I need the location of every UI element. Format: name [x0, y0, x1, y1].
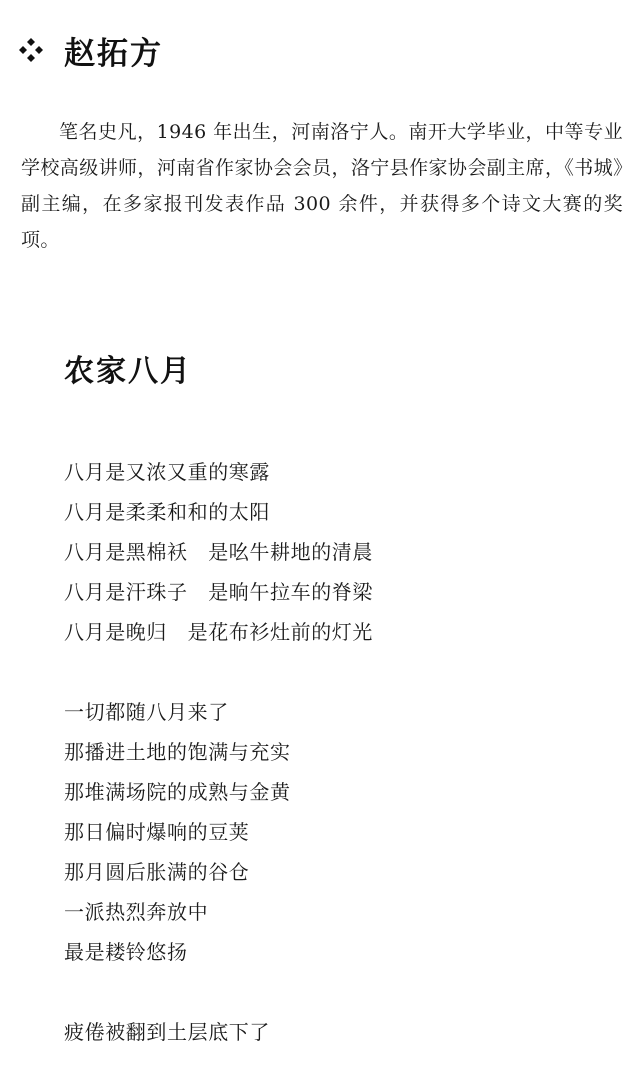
poem-line: 那日偏时爆响的豆荚 [64, 820, 250, 844]
poem-line: 那堆满场院的成熟与金黄 [64, 780, 291, 804]
poem-line: 最是耧铃悠扬 [64, 940, 188, 964]
poem-line: 一切都随八月来了 [64, 700, 229, 724]
poem-stanza-2 [64, 692, 373, 972]
author-bio: 笔名史凡，1946 年出生，河南洛宁人。南开大学毕业，中等专业学校高级讲师，河南省作家协会会员，洛宁县作家协会副主席，《书城》副主编，在多家报刊发表作品 300 余件，并获得多个诗文大赛的奖项。 [21, 121, 623, 251]
poem-stanza-3 [64, 1012, 373, 1052]
poem-line: 一派热烈奔放中 [64, 900, 209, 924]
poem-title: 农家八月 [64, 354, 192, 389]
poem-stanza-1 [64, 452, 373, 652]
four-diamond-bullet-icon [18, 37, 44, 63]
author-name: 赵拓方 [64, 35, 163, 72]
poem-line: 八月是晚归 是花布衫灶前的灯光 [64, 620, 373, 644]
author-header [18, 28, 163, 72]
poem-line: 那播进土地的饱满与充实 [64, 740, 291, 764]
poem-line: 八月是黑棉袄 是吆牛耕地的清晨 [64, 540, 373, 564]
poem-body [64, 452, 373, 1092]
poem-line: 那月圆后胀满的谷仓 [64, 860, 250, 884]
poem-line: 八月是汗珠子 是晌午拉车的脊梁 [64, 580, 373, 604]
poem-line: 八月是柔柔和和的太阳 [64, 500, 270, 524]
poem-line: 八月是又浓又重的寒露 [64, 460, 270, 484]
poem-line: 疲倦被翻到土层底下了 [64, 1020, 270, 1044]
